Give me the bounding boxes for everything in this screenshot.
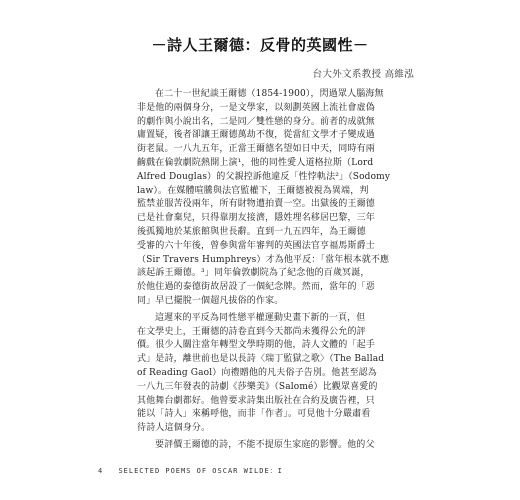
page-number: 4 (98, 467, 104, 475)
text-line: 能以「詩人」來稱呼他，而非「作者」。可見他十分嚴肅看 (137, 409, 371, 420)
text-line: 在二十一世紀談王爾德（1854-1900），閃過眾人腦海無 (155, 89, 384, 99)
text-line: 這遲來的平反為同性戀平權運動史畫下新的一頁，但 (155, 312, 366, 323)
text-line: 後孤獨地於某旅館與世長辭。直到一九五四年，為王爾德 (137, 226, 366, 237)
author-credit: 台大外文系教授 高維泓 (312, 69, 414, 80)
text-line: Alfred Douglas）的父親控訴他違反「性悖軌法²」（Sodomy (137, 171, 391, 182)
text-line: 價。很少人關注當年轉型文學時期的他，詩人文體的「起手 (137, 340, 375, 351)
body-text (137, 88, 412, 456)
text-line: 已是社會棄兒，只得靠朋友接濟，隱姓埋名移居巴黎，三年 (137, 213, 375, 224)
text-line: 其他舞台劇都好。他曾要求詩集出版社在合約及廣告裡，只 (137, 395, 375, 406)
text-line: of Reading Gaol）向禮贈他的凡夫俗子告別。他甚至認為 (137, 367, 377, 378)
paragraph-2 (137, 312, 412, 436)
text-line: 式」是詩，離世前也是以長詩〈瑞丁監獄之歌〉（The Ballad (137, 354, 385, 365)
text-line: 齣戲在倫敦劇院熱開上演¹，他的同性愛人道格拉斯（Lord (137, 157, 374, 168)
text-line: 受審的六十年後，曾參與當年審判的英國法官亨福馬斯爵士 (137, 240, 375, 251)
text-line: 監禁並服苦役兩年，所有財物遭拍賣一空。出獄後的王爾德 (137, 199, 375, 210)
running-title: SELECTED POEMS OF OSCAR WILDE：I (118, 467, 283, 475)
text-line: 待詩人這個身分。 (137, 423, 211, 434)
text-line: 街老鼠。一八九五年，正當王爾德名望如日中天，同時有兩 (137, 144, 375, 155)
text-line: 於他住過的泰德街故居設了一個紀念牌。然而，當年的「惡 (137, 282, 375, 293)
text-line: 的劇作與小說出名，二是同／雙性戀的身分。前者的成就無 (137, 116, 375, 127)
text-line: 要評價王爾德的詩，不能不提原生家庭的影響。他的父 (155, 439, 375, 450)
text-line: 該起訴王爾德。³」同年倫敦劇院為了紀念他的百歲冥誕， (137, 268, 370, 279)
page-footer (98, 466, 283, 476)
text-line: 庸置疑，後者卻讓王爾德萬劫不復，從當紅文學才子變成過 (137, 130, 375, 141)
chapter-title: －詩人王爾德：反骨的英國性－ (151, 36, 369, 54)
paragraph-1 (137, 88, 412, 309)
text-line: 非是他的兩個身分，一是文學家，以刻劃英國上流社會虛偽 (137, 102, 375, 113)
paragraph-3 (137, 439, 412, 453)
text-line: （Sir Travers Humphreys）才為他平反：「當年根本就不應 (137, 254, 390, 265)
text-line: 同」早已擺脫一個超凡拔俗的作家。 (137, 295, 284, 306)
text-line: 一八九三年發表的詩劇《莎樂美》（Salomé）比觀眾喜愛的 (137, 381, 378, 392)
text-line: law）。在媒體喧騰與法官監權下，王爾德被視為異端，判 (137, 185, 369, 196)
text-line: 在文學史上，王爾德的詩卷直到今天都尚未獲得公允的評 (137, 326, 366, 337)
